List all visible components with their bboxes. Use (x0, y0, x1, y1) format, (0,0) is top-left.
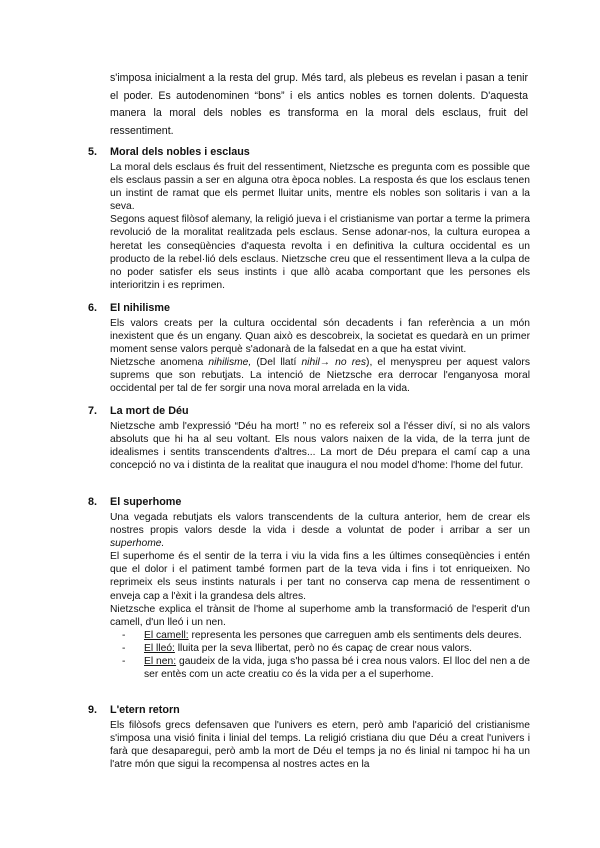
section-9 (88, 703, 530, 771)
list-item-term: El camell: (144, 629, 189, 641)
list-item-description: gaudeix de la vida, juga s'ho passa bé i crea nous valors. El lloc del nen a de ser entès com un acte creatiu co és la vida per a el superhome. (144, 656, 530, 681)
section-title: La mort de Déu (110, 405, 189, 417)
section-number: 5. (88, 146, 98, 158)
section-heading (88, 145, 530, 159)
paragraph: El superhome és el sentir de la terra i viu la vida fins a les últimes conseqüències i entén que el dolor i el patiment també formen part de la teva vida i fins i tot enriqueixen. No reprimeix els seus instints naturals i per tant no conserva cap mena de ressentiment o enveja cap a l'èxit i la grandesa dels altres. (110, 551, 530, 602)
section-body (110, 511, 530, 681)
text-run: Una vegada rebutjats els valors transcendents de la cultura anterior, hem de crear els nostres propis valors desde la vida i desde a voluntat de poder i arribar a ser un (110, 512, 530, 537)
list-item-description: representa les persones que carreguen amb els sentiments dels deures. (188, 629, 522, 641)
list-item-term: El lleó: (144, 642, 175, 654)
paragraph: La moral dels esclaus és fruit del ressentiment, Nietzsche es pregunta com es possible que els esclaus passin a ser en alguna otra època nobles. La resposta és que los esclaus tenen un instint de ramat que els permet lluitar units, mentre els nobles son solitaris i van a la seva. (110, 162, 530, 213)
list-item-text (144, 629, 530, 642)
paragraph: Nietzsche explica el trànsit de l'home al superhome amb la transformació de l'esperit d'un camell, d'un lleó i un nen. (110, 603, 530, 628)
paragraph: Els valors creats per la cultura occidental són decadents i fan referència a un món inexistent que és un engany. Quan això es descobreix, la societat es quedarà en un primer moment sense valors perquè s'adonarà de la falsedat en a que ha estat vivint. (110, 318, 530, 356)
section-heading (88, 404, 530, 418)
section-body (110, 719, 530, 771)
section-heading (88, 301, 530, 315)
section-5 (88, 145, 530, 292)
section-8 (88, 495, 530, 681)
term-superhome: superhome. (110, 538, 165, 550)
paragraph: Els filòsofs grecs defensaven que l'univers es etern, però amb l'aparició del cristianisme s'imposa una visió finita i linial del temps. La religió cristiana diu que Déu a creat l'univers i farà que desaparegui, però amb la mort de Déu el temps ja no és linial ni tampoc hi ha un l'atre món que sigui la recompensa al nostres actes en la (110, 720, 530, 771)
list-dash: - (122, 656, 126, 668)
paragraph (110, 511, 530, 550)
paragraph: Segons aquest filòsof alemany, la religió jueva i el cristianisme van portar a terme la primera revolució de la moralitat realitzada pels esclaus. Sense adonar-nos, la cultura europea a heretat les conseqüències d'aquesta revolta i en definitiva la cultura occidental es un producto de la rebel·lió dels esclaus. Nietzsche creu que el ressentiment lleva a la culpa de no poder satisfer els seus instints i que allò acaba comportant que les persones els interioritzin i es reprimen. (110, 214, 530, 291)
section-body (110, 161, 530, 292)
list-item-term: El nen: (144, 656, 177, 668)
term-nihilisme: nihilisme, (208, 357, 252, 369)
section-title: El superhome (110, 496, 182, 508)
section-number: 9. (88, 704, 98, 716)
section-title: El nihilisme (110, 302, 170, 314)
intro-paragraph: s'imposa inicialment a la resta del grup. Més tard, als plebeus es revelan i pasan a tenir el poder. Es autodenominen “bons” i els antics nobles es tornen dolents. D'aquesta manera la moral dels nobles es transforma en la moral dels esclaus, fruit del ressentiment. (110, 72, 528, 137)
section-body (110, 420, 530, 472)
paragraph: Nietzsche amb l'expressió “Déu ha mort! ” no es refereix sol a l'ésser diví, si no als valors absoluts que hi ha al seu voltant. Els nous valors naixen de la vida, de la terra junt de idealismes i sentits transcendents d'altres... La mort de Déu prepara el camí cap a una concepció no va i distinta de la realitat que inaugura el nou model d'home: l'home del futur. (110, 421, 530, 472)
section-number: 8. (88, 496, 98, 508)
section-heading (88, 495, 530, 509)
list-item-text (144, 655, 530, 681)
section-number: 6. (88, 302, 98, 314)
section-6 (88, 301, 530, 396)
section-heading (88, 703, 530, 717)
list-item (122, 642, 530, 655)
paragraph (110, 356, 530, 395)
section-7 (88, 404, 530, 472)
section-title: Moral dels nobles i esclaus (110, 146, 250, 158)
list-item (122, 655, 530, 681)
latin-term: nihil→ no res (301, 357, 367, 369)
list-item-text (144, 642, 530, 655)
list-dash: - (122, 642, 126, 654)
section-title: L'etern retorn (110, 704, 180, 716)
text-run: (Del llatí (251, 357, 302, 369)
section-body (110, 317, 530, 396)
transformation-list (110, 629, 530, 681)
list-item-description: lluita per la seva llibertat, però no és capaç de crear nous valors. (174, 642, 472, 654)
list-item (122, 629, 530, 642)
text-run: Nietzsche anomena (110, 357, 209, 369)
list-dash: - (122, 629, 126, 641)
text-run: ), el menyspreu per aquest valors suprems que son rebutjats. La intenció de Nietzsche era derrocar l'enganyosa moral occidental per tal de fer sorgir una nova moral arrelada en la vida. (110, 357, 530, 395)
section-number: 7. (88, 405, 98, 417)
